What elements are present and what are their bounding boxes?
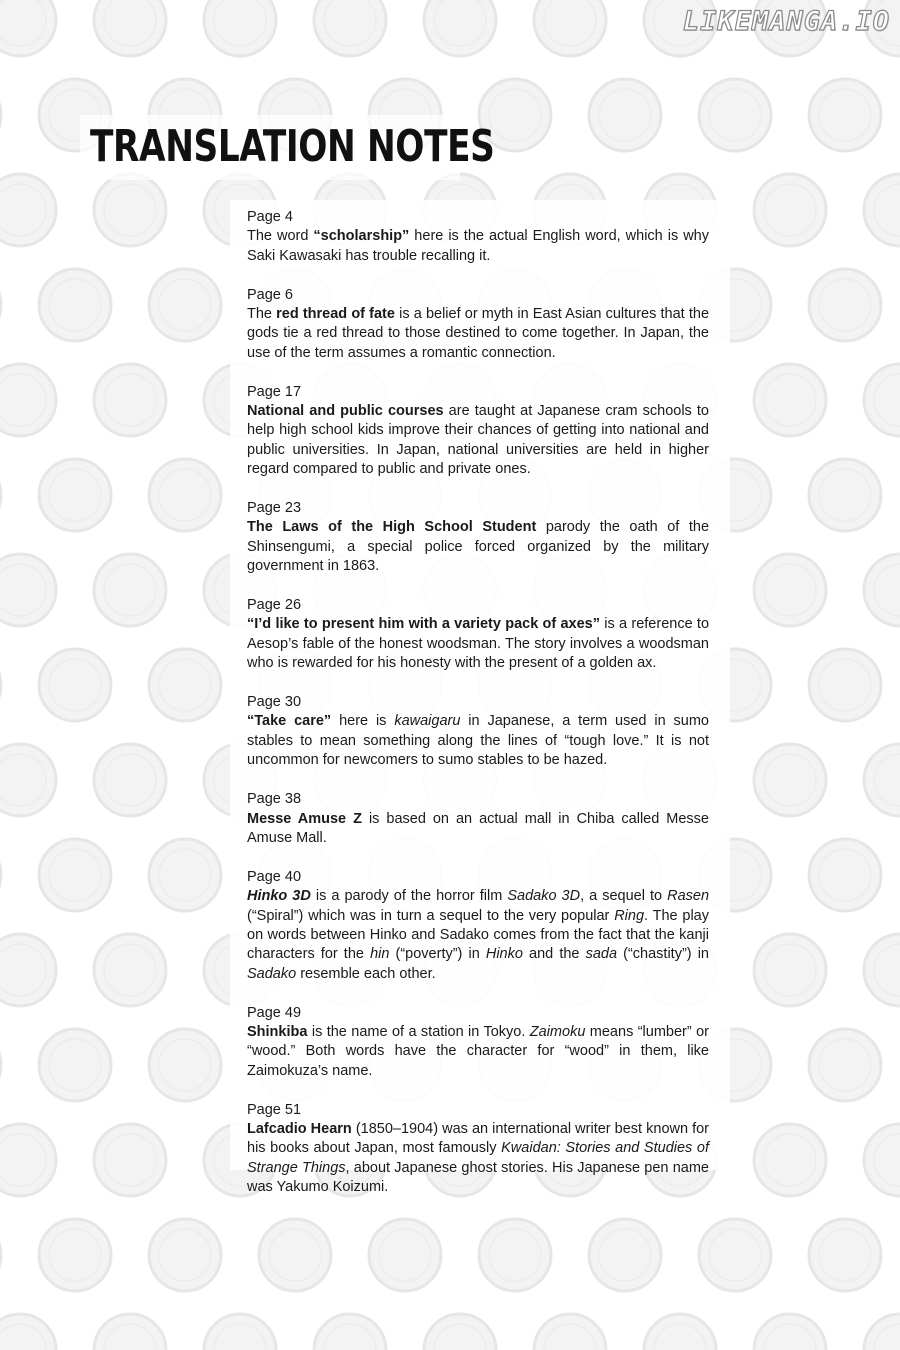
note-text: [247, 1023, 709, 1081]
note-text-run: (“chastity”) in: [617, 946, 709, 963]
background-dot: [754, 1124, 826, 1196]
note-text: [247, 615, 709, 673]
note-emphasis: hin: [370, 946, 390, 963]
note-item: [247, 1004, 709, 1082]
background-dot: [864, 364, 900, 436]
background-dot: [94, 1124, 166, 1196]
background-dot: [754, 554, 826, 626]
background-dot: [94, 174, 166, 246]
background-dot: [809, 649, 881, 721]
note-emphasis: sada: [585, 946, 618, 963]
note-text-run: parody the oath of the Shinsengumi, a special police forced organized by the military government in 1863.: [247, 519, 710, 575]
note-text: [247, 712, 709, 770]
background-dot: [589, 1219, 661, 1291]
note-term: National and public courses: [247, 403, 444, 420]
background-dot: [809, 1219, 881, 1291]
background-dot: [809, 839, 881, 911]
note-text-run: is based on an actual mall in Chiba called Messe Amuse Mall.: [247, 810, 709, 846]
background-dot: [39, 1029, 111, 1101]
background-dot: [0, 1219, 1, 1291]
background-dot: [0, 1124, 56, 1196]
note-text: [247, 887, 709, 984]
note-item: [247, 693, 709, 771]
note-item: [247, 790, 709, 848]
note-text-run: is a reference to Aesop’s fable of the honest woodsman. The story involves a woodsman who is rewarded for his honesty with the present of a golden ax.: [247, 616, 710, 672]
background-dot: [149, 1029, 221, 1101]
background-dot: [809, 459, 881, 531]
background-dot: [39, 649, 111, 721]
note-text-run: . The play on words between Hinko and Sadako comes from the fact that the kanji characters for the: [247, 907, 709, 963]
background-dot: [479, 1219, 551, 1291]
note-term: red thread of fate: [276, 306, 395, 323]
background-dot: [754, 174, 826, 246]
note-page-label: Page 23: [247, 500, 302, 517]
watermark-logo: LIKEMANGA.IO: [682, 6, 890, 37]
note-text-run: and the: [522, 946, 586, 963]
background-dot: [149, 269, 221, 341]
note-item: [247, 383, 709, 480]
note-text-run: The: [247, 306, 277, 323]
background-dot: [94, 744, 166, 816]
background-dot: [149, 839, 221, 911]
note-term: “Take care”: [247, 713, 332, 730]
background-dot: [754, 364, 826, 436]
background-dot: [204, 0, 276, 56]
note-item: [247, 208, 709, 266]
note-text-run: means “lumber” or “wood.” Both words have the character for “wood” in them, like Zaimokuza’s name.: [247, 1023, 709, 1079]
note-emphasis: Kwaidan: Stories and Studies of Strange Things: [247, 1140, 709, 1176]
background-dot: [94, 1314, 166, 1350]
background-dot: [864, 1314, 900, 1350]
background-dot: [149, 649, 221, 721]
background-dot: [94, 934, 166, 1006]
background-dot: [204, 1314, 276, 1350]
note-page-label: Page 17: [247, 383, 302, 400]
note-term: “scholarship”: [313, 228, 410, 245]
note-item: [247, 596, 709, 674]
note-page-label: Page 40: [247, 868, 302, 885]
background-dot: [699, 1219, 771, 1291]
background-dot: [809, 1029, 881, 1101]
note-text-run: here is the actual English word, which is why Saki Kawasaki has trouble recalling it.: [247, 228, 709, 264]
background-dot: [0, 79, 1, 151]
note-text-run: The word: [247, 228, 314, 245]
note-text: [247, 810, 709, 849]
note-text-run: , a sequel to: [580, 888, 668, 905]
background-dot: [534, 0, 606, 56]
note-emphasis: Sadako: [247, 965, 297, 982]
background-dot: [644, 1314, 716, 1350]
background-dot: [534, 1314, 606, 1350]
note-page-label: Page 26: [247, 597, 302, 614]
note-text: [247, 1120, 709, 1198]
note-text-run: is the name of a station in Tokyo.: [307, 1023, 530, 1040]
background-dot: [864, 554, 900, 626]
background-dot: [39, 269, 111, 341]
note-text: [247, 402, 709, 480]
note-page-label: Page 6: [247, 286, 293, 303]
background-dot: [39, 1219, 111, 1291]
note-item: [247, 499, 709, 577]
background-dot: [424, 1314, 496, 1350]
background-dot: [864, 174, 900, 246]
background-dot: [0, 1314, 56, 1350]
background-dot: [754, 1314, 826, 1350]
background-dot: [754, 934, 826, 1006]
note-text-run: resemble each other.: [296, 965, 436, 982]
background-dot: [809, 79, 881, 151]
background-dot: [0, 269, 1, 341]
background-dot: [39, 459, 111, 531]
note-page-label: Page 49: [247, 1004, 302, 1021]
background-dot: [149, 1219, 221, 1291]
background-dot: [0, 364, 56, 436]
background-dot: [0, 459, 1, 531]
background-dot: [259, 1219, 331, 1291]
background-dot: [94, 0, 166, 56]
note-term: Lafcadio Hearn: [247, 1120, 352, 1137]
background-dot: [0, 934, 56, 1006]
note-text-run: here is: [331, 713, 395, 730]
note-text: [247, 227, 709, 266]
note-text-run: (1850–1904) was an international writer best known for his books about Japan, most famously: [247, 1120, 710, 1157]
note-emphasis: Ring: [614, 907, 645, 924]
background-dot: [424, 0, 496, 56]
page-title: TRANSLATION NOTES: [90, 121, 495, 172]
background-dot: [0, 839, 1, 911]
background-dot: [39, 839, 111, 911]
note-text-run: , about Japanese ghost stories. His Japanese pen name was Yakumo Koizumi.: [247, 1159, 709, 1196]
background-dot: [94, 554, 166, 626]
note-term: Messe Amuse Z: [247, 810, 362, 827]
background-dot: [0, 1029, 1, 1101]
note-page-label: Page 30: [247, 694, 302, 711]
background-dot: [0, 554, 56, 626]
background-dot: [809, 269, 881, 341]
note-text-run: (“Spiral”) which was in turn a sequel to the very popular: [247, 907, 615, 924]
background-dot: [94, 364, 166, 436]
note-term: [247, 888, 311, 904]
note-text-run: (“poverty”) in: [389, 946, 486, 963]
note-item: [247, 286, 709, 364]
background-dot: [314, 0, 386, 56]
note-term: “I’d like to present him with a variety pack of axes”: [247, 616, 601, 633]
note-text-run: in Japanese, a term used in sumo stables to mean something along the lines of “tough love.” It is not uncommon for newcomers to sumo stables to be hazed.: [247, 713, 709, 769]
note-emphasis: Hinko 3D: [247, 888, 311, 905]
background-dot: [864, 744, 900, 816]
note-emphasis: Hinko: [485, 946, 523, 963]
background-dot: [699, 79, 771, 151]
background-dot: [369, 1219, 441, 1291]
note-emphasis: Sadako 3D: [507, 888, 581, 905]
background-dot: [754, 744, 826, 816]
background-dot: [149, 459, 221, 531]
background-dot: [314, 1314, 386, 1350]
note-page-label: Page 4: [247, 209, 293, 225]
note-text: [247, 305, 709, 363]
background-dot: [0, 649, 1, 721]
background-dot: [0, 744, 56, 816]
note-page-label: Page 38: [247, 791, 302, 808]
note-item: [247, 1101, 709, 1198]
background-dot: [0, 0, 56, 56]
background-dot: [589, 79, 661, 151]
note-emphasis: Rasen: [667, 888, 710, 905]
note-text-run: is a parody of the horror film: [310, 888, 508, 905]
note-emphasis: Zaimoku: [529, 1023, 586, 1040]
note-text: [247, 518, 709, 576]
background-dot: [864, 934, 900, 1006]
note-term: The Laws of the High School Student: [247, 519, 537, 536]
note-text-run: is a belief or myth in East Asian cultures that the gods tie a red thread to those destined to come together. In Japan, the use of the term assumes a romantic connection.: [247, 306, 710, 361]
note-term: Shinkiba: [247, 1023, 308, 1040]
note-emphasis: kawaigaru: [394, 713, 461, 730]
note-item: [247, 868, 709, 984]
note-text-run: are taught at Japanese cram schools to help high school kids improve their chances of getting into national and public universities. In Japan, national universities are held in higher regard compared to public and private ones.: [247, 403, 709, 478]
background-dot: [864, 1124, 900, 1196]
note-page-label: Page 51: [247, 1101, 302, 1118]
background-dot: [0, 174, 56, 246]
notes-list: [247, 208, 709, 1217]
